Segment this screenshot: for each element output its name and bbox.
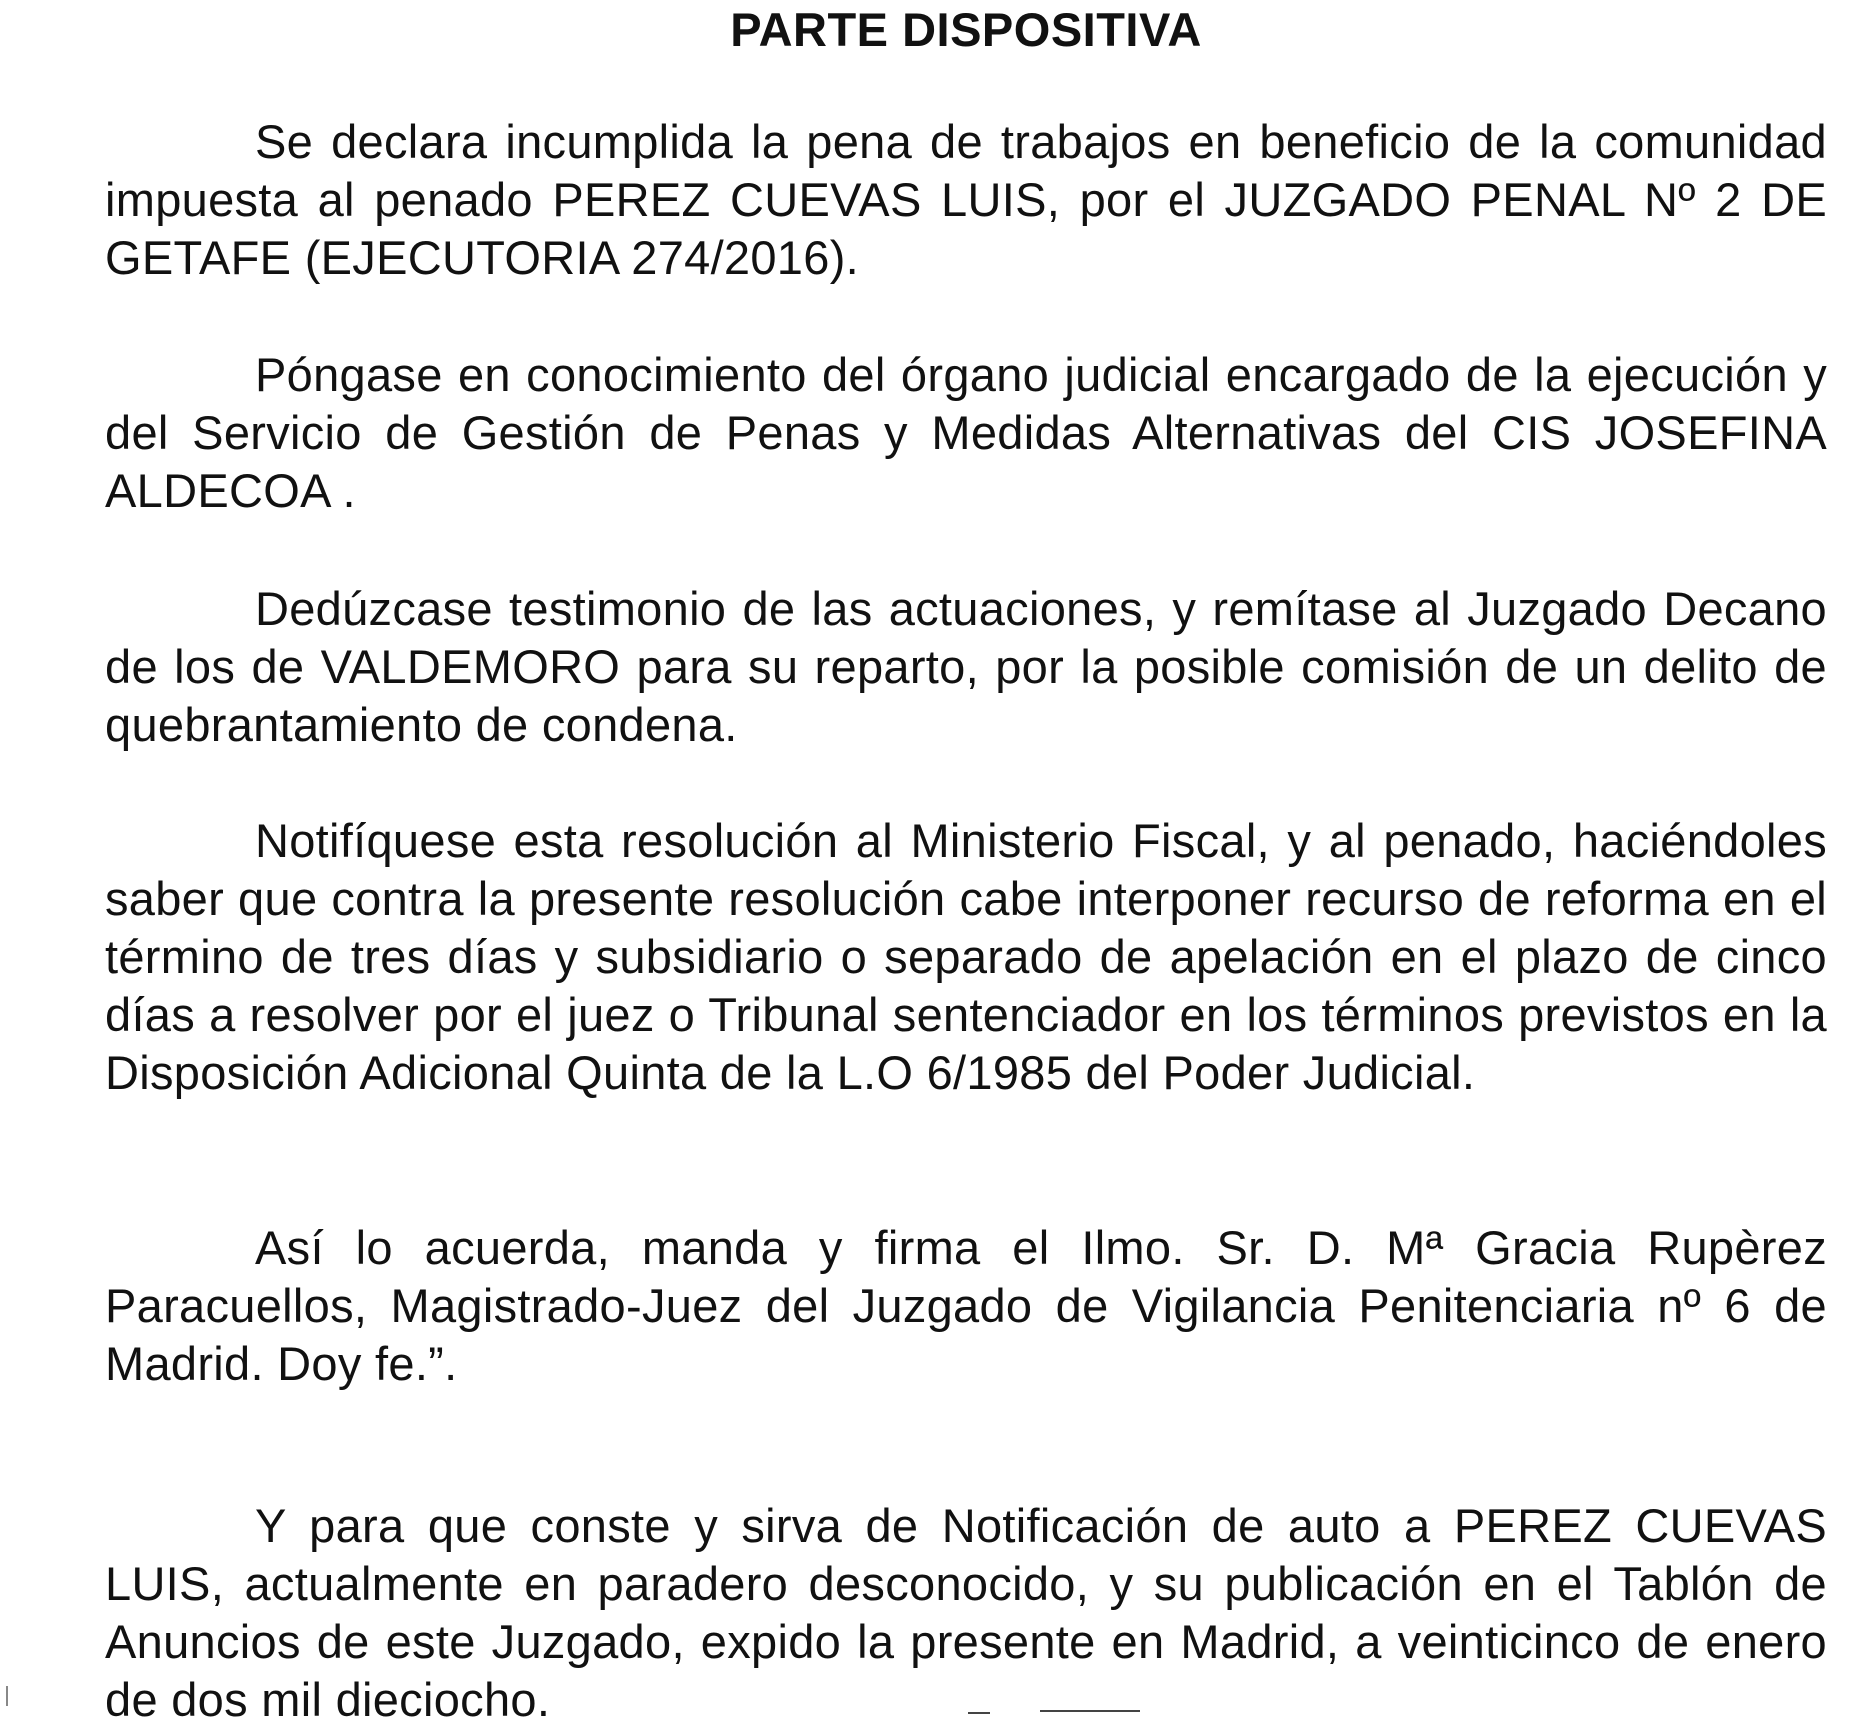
paragraph-notification-appeal: Notifíquese esta resolución al Ministerio Fiscal, y al penado, haciéndoles saber que contra la presente resolución cabe interponer recurso de reforma en el término de tres días y subsidiario o separado de apelación en el plazo de cinco días a resolver por el juez o Tribunal sentenciador en los términos previstos en la Disposición Adicional Quinta de la L.O 6/1985 del Poder Judicial. (105, 814, 1827, 1099)
paragraph-publication: Y para que conste y sirva de Notificación de auto a PEREZ CUEVAS LUIS, actualmente en paradero desconocido, y su publicación en el Tablón de Anuncios de este Juzgado, expido la presente en Madrid, a veinticinco de enero de dos mil dieciocho. (105, 1499, 1827, 1726)
scan-edge-mark (6, 1686, 8, 1706)
scan-mark (1040, 1710, 1140, 1712)
paragraph-testimony: Dedúzcase testimonio de las actuaciones, y remítase al Juzgado Decano de los de VALDEMORO para su reparto, por la posible comisión de un delito de quebrantamiento de condena. (105, 582, 1827, 751)
document-title: PARTE DISPOSITIVA (730, 3, 1202, 56)
paragraph-declaration: Se declara incumplida la pena de trabajos en beneficio de la comunidad impuesta al penado PEREZ CUEVAS LUIS, por el JUZGADO PENAL Nº 2 DE GETAFE (EJECUTORIA 274/2016). (105, 115, 1827, 284)
paragraph-signature-clause: Así lo acuerda, manda y firma el Ilmo. Sr. D. Mª Gracia Rupèrez Paracuellos, Magistrado-Juez del Juzgado de Vigilancia Penitenciaria nº 6 de Madrid. Doy fe.”. (105, 1221, 1827, 1390)
paragraph-notice-organ: Póngase en conocimiento del órgano judicial encargado de la ejecución y del Servicio de Gestión de Penas y Medidas Alternativas del CIS JOSEFINA ALDECOA . (105, 348, 1827, 517)
scan-mark (968, 1712, 990, 1714)
